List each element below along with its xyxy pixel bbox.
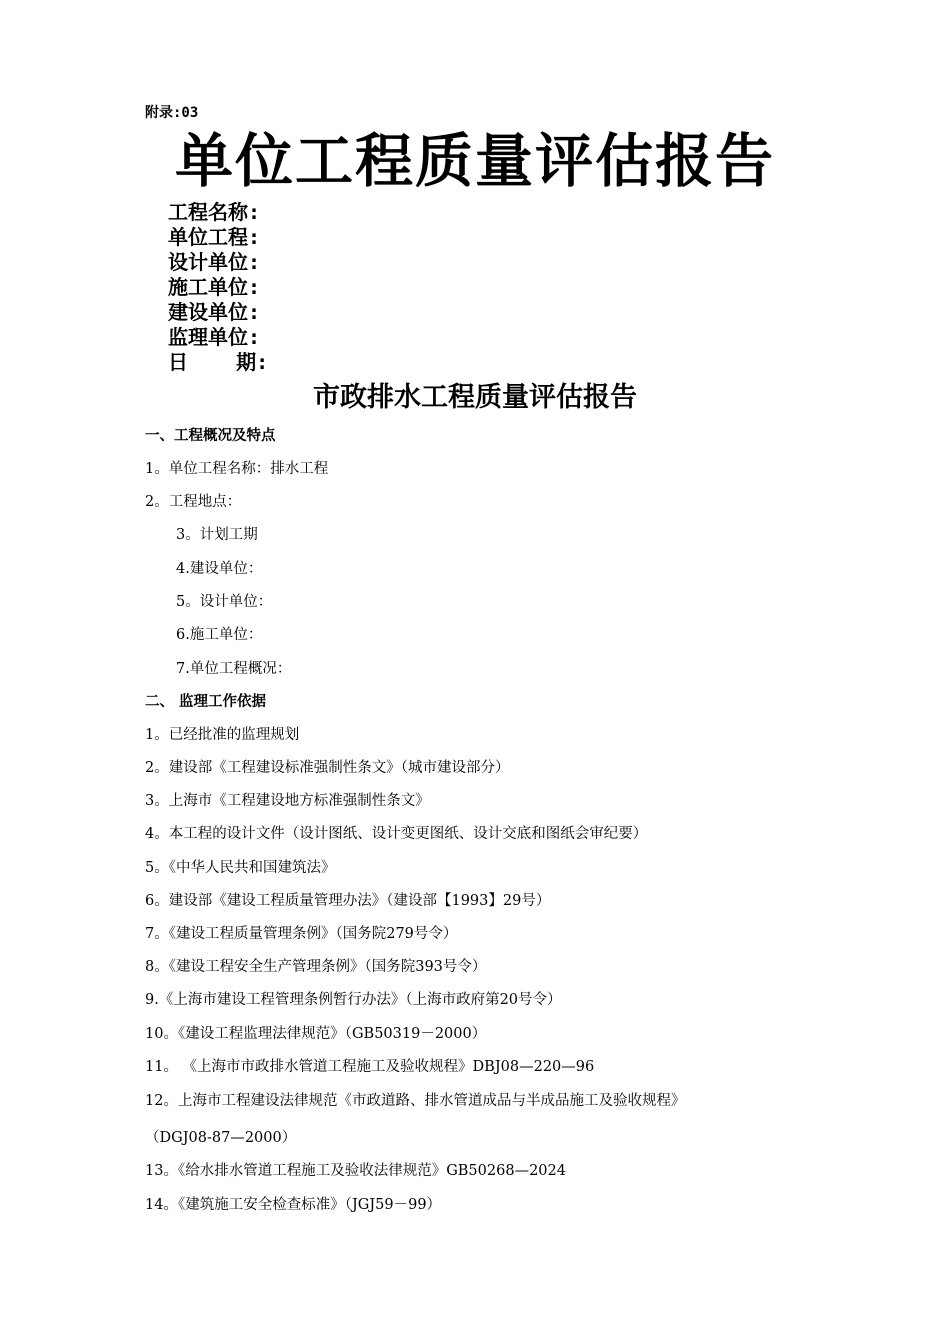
section-2-item: 3。上海市《工程建设地方标准强制性条文》 <box>145 793 430 809</box>
cover-field-owner-unit: 建设单位: <box>168 300 261 324</box>
section-1-item: 5。设计单位： <box>176 594 273 610</box>
cover-field-project-name: 工程名称: <box>168 200 261 224</box>
section-2-item: 12。上海市工程建设法律规范《市政道路、排水管道成品与半成品施工及验收规程》 <box>145 1093 686 1109</box>
section-2-item: 13。《给水排水管道工程施工及验收法律规范》GB50268—2024 <box>145 1163 566 1179</box>
section-2-item: 9.《上海市建设工程管理条例暂行办法》（上海市政府第20号令） <box>145 992 562 1008</box>
section-2-item: 4。本工程的设计文件（设计图纸、设计变更图纸、设计交底和图纸会审纪要） <box>145 826 648 842</box>
section-1-item: 4.建设单位： <box>176 561 263 577</box>
section-2-item: 2。建设部《工程建设标准强制性条文》（城市建设部分） <box>145 760 510 776</box>
section-1-item: 3。计划工期 <box>176 527 258 543</box>
section-2-item: 5。《中华人民共和国建筑法》 <box>145 860 336 876</box>
section-2-item: 7。《建设工程质量管理条例》（国务院279号令） <box>145 926 458 942</box>
main-title: 单位工程质量评估报告 <box>174 127 775 195</box>
section-2-item: 14。《建筑施工安全检查标准》（JGJ59－99） <box>145 1197 442 1213</box>
cover-field-supervision-unit: 监理单位: <box>168 325 261 349</box>
appendix-label: 附录:03 <box>145 105 199 121</box>
section-1-heading: 一、工程概况及特点 <box>145 428 276 444</box>
section-2-heading: 二、 监理工作依据 <box>145 694 267 710</box>
cover-field-unit-project: 单位工程: <box>168 225 261 249</box>
section-1-item: 1。单位工程名称：排水工程 <box>145 461 329 477</box>
cover-field-design-unit: 设计单位: <box>168 250 261 274</box>
cover-fields <box>168 200 268 375</box>
section-2-item: 11。 《上海市市政排水管道工程施工及验收规程》DBJ08—220—96 <box>145 1059 595 1075</box>
section-2-item: （DGJ08-87—2000） <box>145 1130 297 1146</box>
sub-title: 市政排水工程质量评估报告 <box>313 382 637 413</box>
section-2-item: 6。建设部《建设工程质量管理办法》（建设部【1993】29号） <box>145 893 551 909</box>
section-1-item: 7.单位工程概况： <box>176 661 292 677</box>
section-1-item: 2。工程地点： <box>145 494 242 510</box>
section-2-item: 1。已经批准的监理规划 <box>145 727 300 743</box>
section-2-item: 10。《建设工程监理法律规范》（GB50319－2000） <box>145 1026 487 1042</box>
cover-field-construction-unit: 施工单位: <box>168 275 261 299</box>
section-1-item: 6.施工单位： <box>176 627 263 643</box>
cover-field-date: 日 期: <box>168 350 269 374</box>
section-2-item: 8。《建设工程安全生产管理条例》（国务院393号令） <box>145 959 487 975</box>
